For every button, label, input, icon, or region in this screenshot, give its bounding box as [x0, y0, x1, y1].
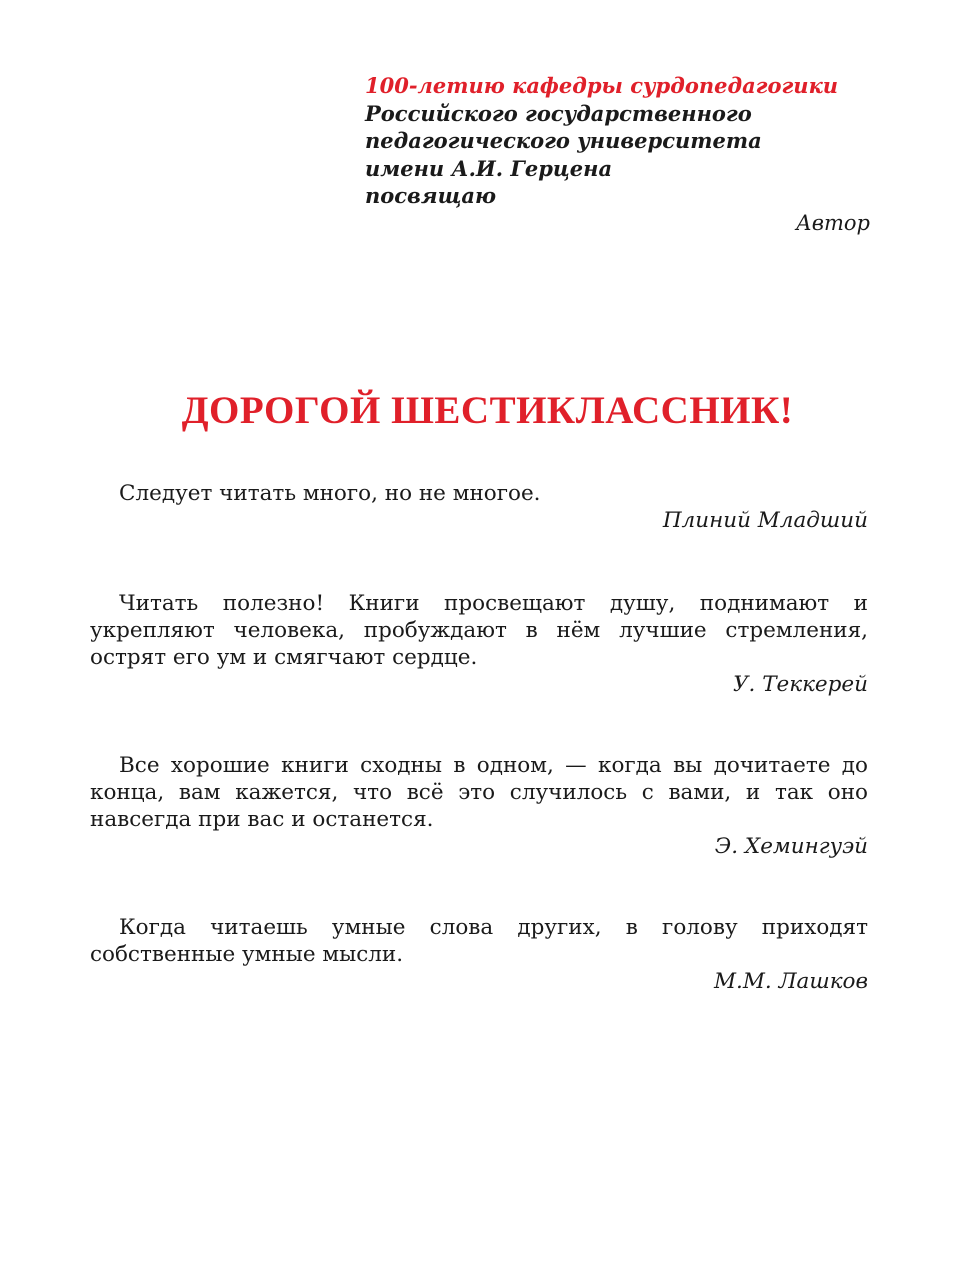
quote-text: Все хорошие книги сходны в одном, — когда вы дочитаете до конца, вам кажется, что всё это случилось с вами, и так оно навсегда при вас и останется. [90, 753, 868, 832]
page-title: ДОРОГОЙ ШЕСТИКЛАССНИК! [181, 389, 794, 432]
dedication-line-2: Российского государственного [365, 100, 752, 126]
dedication-line-1: 100-летию кафедры сурдопедагогики [365, 73, 839, 98]
quote-author: Плиний Младший [662, 508, 868, 533]
quote-block [90, 480, 868, 534]
dedication-author: Автор [795, 210, 870, 235]
quote-author: Э. Хемингуэй [714, 834, 868, 859]
quote-text: Читать полезно! Книги просвещают душу, поднимают и укрепляют человека, пробуждают в нём лучшие стремления, острят его ум и смягчают сердце. [90, 591, 868, 670]
dedication-line-4: имени А.И. Герцена [365, 155, 613, 181]
quote-author: М.М. Лашков [714, 969, 868, 994]
quote-block [90, 752, 868, 860]
dedication-line-5: посвящаю [365, 183, 497, 208]
quote-author: У. Теккерей [732, 672, 868, 697]
dedication-block [365, 72, 870, 237]
dedication-line-3: педагогического университета [365, 128, 762, 153]
quote-text: Следует читать много, но не многое. [119, 481, 541, 506]
quote-block [90, 914, 868, 995]
quote-text: Когда читаешь умные слова других, в голову приходят собственные умные мысли. [90, 915, 868, 967]
quote-block [90, 590, 868, 698]
